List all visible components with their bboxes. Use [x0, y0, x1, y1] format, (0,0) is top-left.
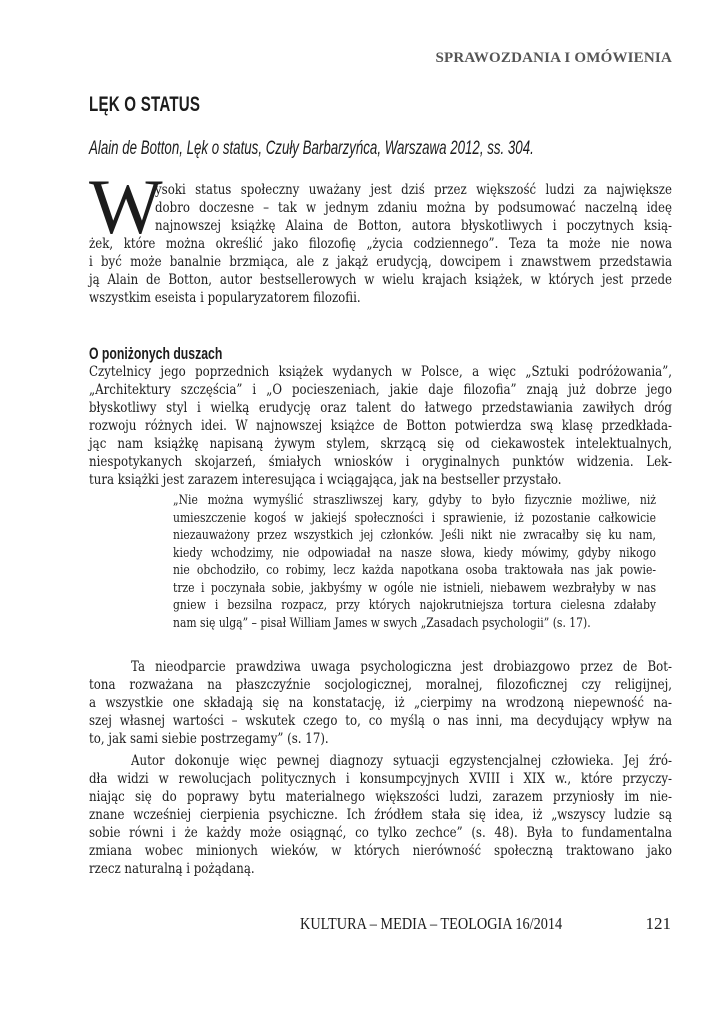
quote-line: trze i poczynała sobie, jakbyśmy w ogóle nie istnieli, niebawem wezbrałyby w nas: [173, 580, 656, 596]
text-line: niając się do poprawy bytu materialnego większości ludzi, zarazem przyniosły im nie-: [89, 789, 672, 805]
text-line: sobie równi i że każdy może osiągnąć, co tylko zechce” (s. 48). Była to fundamentalna: [89, 825, 672, 841]
page-number: 121: [645, 914, 671, 933]
text-line: rzecz naturalną i pożądaną.: [89, 861, 255, 877]
article-title: LĘK O STATUS: [89, 93, 201, 116]
text-line: ją Alain de Botton, autor bestsellerowych w wielu krajach książek, w których jest przede: [89, 272, 672, 288]
text-line: szej własnej wartości – wskutek czego to, co myślą o nas inni, ma decydujący wpływ na: [89, 713, 672, 729]
text-line: Czytelnicy jego poprzednich książek wydanych w Polsce, a więc „Sztuki podróżowania”,: [89, 364, 672, 380]
text-line: dła widzi w rewolucjach politycznych i konsumpcyjnych XVIII i XIX w., które przyczy-: [89, 771, 672, 787]
text-line: „Architektury szczęścia” i „O pocieszeniach, jakie daje filozofia” znają już dobrze jego: [89, 382, 672, 398]
text-line: i być może banalnie brzmiąca, ale z jakąż erudycją, dowcipem i znawstwem przedstawia: [89, 254, 672, 270]
quote-line: umieszczenie kogoś w jakiejś społeczności i sprawienie, iż pozostanie całkowicie: [173, 510, 656, 526]
text-line: żek, które można określić jako filozofię „życia codziennego”. Teza ta może nie nowa: [89, 236, 672, 252]
quote-line: nie obchodziło, co robimy, lecz każda napotkana osoba traktowała nas jak powie-: [173, 563, 656, 578]
quote-line: „Nie można wymyślić straszliwszej kary, gdyby to było fizycznie możliwe, niż: [173, 493, 656, 508]
text-line: zmiana wobec minionych wieków, w których nierówność społeczną traktowano jako: [89, 843, 672, 859]
text-line: znane wcześniej cierpienia psychiczne. Ich źródłem stała się idea, iż „wszyscy ludzie są: [89, 807, 672, 823]
quote-line: niezauważony przez wszystkich jej członków. Jeśli nikt nie zwracałby się ku nam,: [173, 528, 656, 543]
text-line: wszystkim eseista i popularyzatorem filozofii.: [89, 290, 361, 306]
book-citation: Alain de Botton, Lęk o status, Czuły Barbarzyńca, Warszawa 2012, ss. 304.: [89, 138, 534, 159]
text-line: ysoki status społeczny uważany jest dziś przez większość ludzi za największe: [155, 182, 672, 198]
drop-cap: W: [89, 163, 163, 250]
text-line: Autor dokonuje więc pewnej diagnozy sytuacji egzystencjalnej człowieka. Jej źró-: [131, 753, 672, 769]
text-line: najnowszej książkę Alaina de Botton, autora błyskotliwych i poczytnych ksią-: [155, 218, 672, 234]
text-line: tura książki jest zarazem interesująca i wciągająca, jak na bestseller przystało.: [89, 472, 562, 488]
text-line: dobro doczesne – tak w jednym zdaniu można by podsumować naczelną ideę: [155, 200, 672, 216]
text-line: Ta nieodparcie prawdziwa uwaga psychologiczna jest drobiazgowo przez de Bot-: [131, 659, 672, 675]
quote-line: kiedy wchodzimy, nie odpowiadał na nasze słowa, kiedy mówimy, gdyby nikogo: [173, 545, 656, 561]
journal-footer: KULTURA – MEDIA – TEOLOGIA 16/2014: [300, 914, 563, 933]
text-line: jąc nam książkę napisaną żywym stylem, skrzącą się od ciekawostek intelektualnych,: [89, 436, 672, 452]
text-line: a wszystkie one składają się na konstatację, iż „cierpimy na wrodzoną niepewność na-: [89, 695, 672, 711]
text-line: rozwoju różnych idei. W najnowszej książce de Botton potwierdza swą klasę przedkłada-: [89, 418, 672, 434]
text-line: błyskotliwy styl i wielką erudycję oraz talent do łatwego przedstawiania zawiłych dróg: [89, 400, 672, 416]
section-heading: O poniżonych duszach: [89, 344, 223, 363]
text-line: to, jak sami siebie postrzegamy” (s. 17).: [89, 731, 329, 747]
running-header: SPRAWOZDANIA I OMÓWIENIA: [435, 50, 672, 66]
quote-line: gniew i bezsilna rozpacz, przy których najokrutniejsza tortura cielesna zdałaby: [173, 598, 656, 613]
text-line: tona rozważana na płaszczyźnie socjologicznej, moralnej, filozoficznej czy religijnej,: [89, 677, 672, 693]
text-line: niespotykanych skojarzeń, śmiałych wniosków i oryginalnych punktów widzenia. Lek-: [89, 454, 672, 470]
quote-line: nam się ulgą” – pisał William James w swych „Zasadach psychologii” (s. 17).: [173, 615, 591, 631]
